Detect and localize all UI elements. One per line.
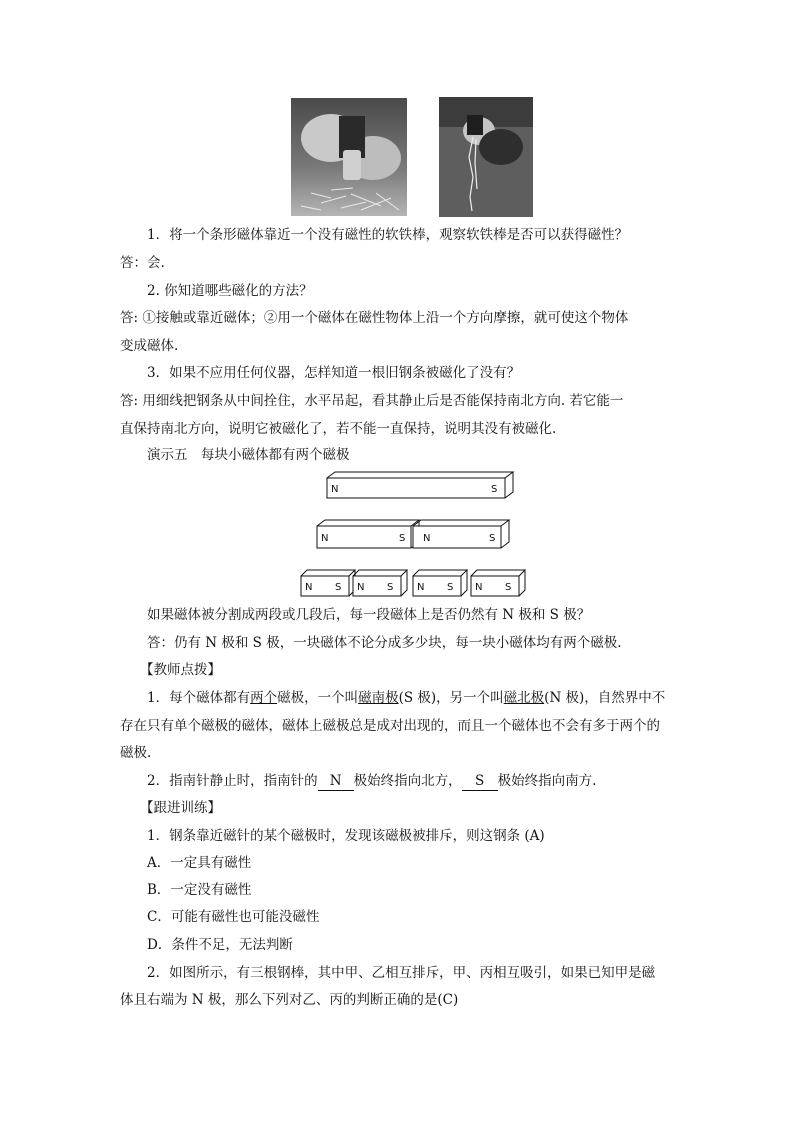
magnet-iron-filings-photo (291, 98, 407, 216)
teacher-tip-2: 2．指南针静止时，指南针的 N 极始终指向北方， S 极始终指向南方. (147, 773, 597, 789)
magnet-2b-s-label: S (489, 533, 496, 544)
option-c: C．可能有磁性也可能没磁性 (147, 909, 320, 925)
answer-3-line-2: 直保持南北方向，说明它被磁化了，若不能一直保持，说明其没有被磁化. (120, 421, 557, 437)
teacher-tip-1-line-2: 存在只有单个磁极的磁体，磁体上磁极总是成对出现的，而且一个磁体也不会有多于两个的 (120, 718, 660, 734)
magnet-3c-n-label: N (417, 582, 425, 593)
teacher-tip-1-line-1: 1．每个磁体都有两个磁极，一个叫磁南极(S 极)，另一个叫磁北极(N 极)，自然界中不 (147, 690, 666, 706)
answer-3-line-1: 答: 用细线把钢条从中间拴住，水平吊起，看其静止后是否能保持南北方向. 若它能一 (120, 393, 624, 409)
option-b: B．一定没有磁性 (147, 882, 252, 898)
magnet-2a-s-label: S (399, 533, 406, 544)
practice-question-1: 1．钢条靠近磁针的某个磁极时，发现该磁极被排斥，则这钢条 (A) (147, 828, 545, 844)
magnet-2a-n-label: N (321, 533, 329, 544)
teacher-tips-heading: 【教师点拨】 (140, 662, 221, 678)
magnet-3a-s-label: S (335, 582, 342, 593)
option-d: D．条件不足，无法判断 (147, 937, 293, 953)
magnet-3d-s-label: S (505, 582, 512, 593)
answer-2-line-2: 变成磁体. (120, 338, 179, 354)
question-1: 1．将一个条形磁体靠近一个没有磁性的软铁棒，观察软铁棒是否可以获得磁性？ (147, 227, 629, 243)
demo-5-title: 演示五 每块小磁体都有两个磁极 (147, 447, 350, 463)
question-2: 2. 你知道哪些磁化的方法？ (147, 283, 313, 299)
magnet-chain-photo (439, 97, 533, 217)
answer-1: 答：会. (120, 255, 165, 271)
magnet-3c-s-label: S (447, 582, 454, 593)
practice-heading: 【跟进训练】 (140, 800, 221, 816)
question-4: 如果磁体被分割成两段或几段后，每一段磁体上是否仍然有 N 极和 S 极？ (147, 607, 591, 623)
teacher-tip-1-line-3: 磁极. (120, 745, 152, 761)
magnet-3b-n-label: N (357, 582, 365, 593)
answer-4: 答：仍有 N 极和 S 极，一块磁体不论分成多少块，每一块小磁体均有两个磁极. (147, 635, 622, 651)
practice-question-2-line-2: 体且右端为 N 极，那么下列对乙、丙的判断正确的是(C) (120, 992, 459, 1008)
magnet-2b-n-label: N (423, 533, 431, 544)
magnet-1-n-label: N (331, 484, 339, 495)
magnet-3d-n-label: N (475, 582, 483, 593)
magnet-3a-n-label: N (305, 582, 313, 593)
magnet-split-figure (295, 468, 530, 600)
practice-question-2-line-1: 2．如图所示，有三根钢棒，其中甲、乙相互排斥，甲、丙相互吸引，如果已知甲是磁 (147, 965, 656, 981)
question-3: 3．如果不应用任何仪器，怎样知道一根旧钢条被磁化了没有？ (147, 365, 521, 381)
magnet-3b-s-label: S (387, 582, 394, 593)
magnet-1-s-label: S (491, 484, 498, 495)
option-a: A．一定具有磁性 (147, 855, 252, 871)
answer-2-line-1: 答: ①接触或靠近磁体；②用一个磁体在磁性物体上沿一个方向摩擦，就可使这个物体 (120, 310, 629, 326)
